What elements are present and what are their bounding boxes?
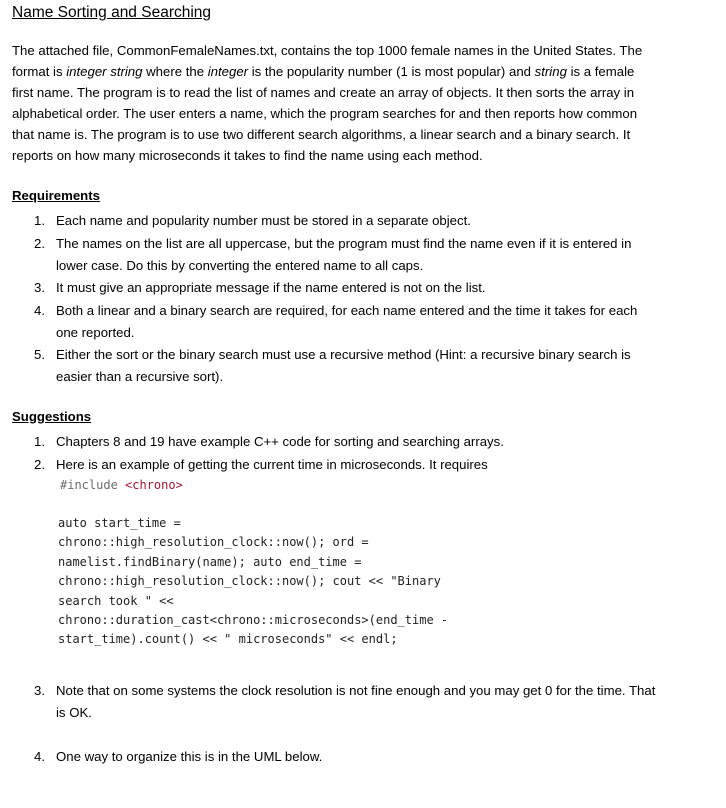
code-line: search took " <<: [58, 593, 174, 608]
list-item: [34, 233, 694, 277]
list-item: [34, 746, 694, 768]
suggestions-heading: Suggestions: [12, 409, 92, 424]
emphasis-text: string: [534, 64, 567, 79]
list-item: [34, 277, 694, 299]
emphasis-text: integer: [207, 64, 249, 79]
list-item-text: Either the sort or the binary search must use a recursive method (Hint: a recursive binary search is: [56, 347, 631, 362]
list-item: [34, 431, 694, 453]
list-item: [34, 680, 694, 724]
include-keyword: #include: [60, 478, 118, 492]
list-number: 3.: [34, 683, 45, 698]
list-number: 5.: [34, 347, 45, 362]
code-line: auto start_time =: [58, 516, 181, 530]
list-item-text: easier than a recursive sort).: [56, 369, 224, 384]
list-number: 3.: [34, 280, 45, 295]
list-item: [34, 344, 694, 388]
intro-line: first name. The program is to read the list of names and create an array of objects. It then sorts the array in: [12, 85, 635, 100]
list-item: [34, 210, 694, 232]
list-number: 2.: [34, 457, 45, 472]
list-item-text: Each name and popularity number must be stored in a separate object.: [56, 213, 471, 228]
requirements-heading: Requirements: [12, 188, 100, 203]
list-item-text: Both a linear and a binary search are required, for each name entered and the time it takes for each: [56, 303, 638, 318]
code-line: chrono::high_resolution_clock::now(); ord =: [58, 535, 369, 550]
intro-line: reports on how many microseconds it takes to find the name using each method.: [12, 148, 483, 163]
intro-line: that name is. The program is to use two different search algorithms, a linear search and a binary search. It: [12, 127, 631, 142]
list-item: [34, 300, 694, 344]
list-item-text: Here is an example of getting the current time in microseconds. It requires: [56, 457, 488, 472]
list-item-text: The names on the list are all uppercase, but the program must find the name even if it is entered in: [56, 236, 632, 251]
code-line: start_time).count() << " microseconds" << endl;: [58, 632, 398, 647]
intro-line: The attached file, CommonFemaleNames.txt, contains the top 1000 female names in the United States. The: [12, 43, 643, 58]
list-item-text: Note that on some systems the clock resolution is not fine enough and you may get 0 for the time. That: [56, 683, 656, 698]
code-line: namelist.findBinary(name); auto end_time =: [58, 554, 362, 569]
include-header: <chrono>: [125, 478, 183, 492]
intro-line: alphabetical order. The user enters a name, which the program searches for and then reports how common: [12, 106, 638, 121]
intro-paragraph: [12, 40, 684, 166]
list-number: 1.: [34, 434, 45, 449]
code-line: chrono::high_resolution_clock::now(); cout << "Binary: [58, 574, 441, 589]
list-item-text: lower case. Do this by converting the entered name to all caps.: [56, 258, 424, 273]
code-sample: [58, 514, 578, 650]
list-number: 1.: [34, 213, 45, 228]
list-number: 2.: [34, 236, 45, 251]
list-item-text: One way to organize this is in the UML below.: [56, 749, 323, 764]
list-item: [34, 454, 694, 476]
page-title: Name Sorting and Searching: [12, 4, 212, 21]
intro-line: format is integer string where the integer is the popularity number (1 is most popular) and string is a female: [12, 64, 635, 79]
list-item-text: It must give an appropriate message if the name entered is not on the list.: [56, 280, 486, 295]
list-number: 4.: [34, 749, 45, 764]
list-item-text: Chapters 8 and 19 have example C++ code for sorting and searching arrays.: [56, 434, 504, 449]
list-number: 4.: [34, 303, 45, 318]
code-line: chrono::duration_cast<chrono::microseconds>(end_time -: [58, 613, 449, 628]
list-item-text: is OK.: [56, 705, 92, 720]
emphasis-text: integer string: [66, 64, 143, 79]
include-directive: [60, 478, 183, 492]
list-item-text: one reported.: [56, 325, 135, 340]
